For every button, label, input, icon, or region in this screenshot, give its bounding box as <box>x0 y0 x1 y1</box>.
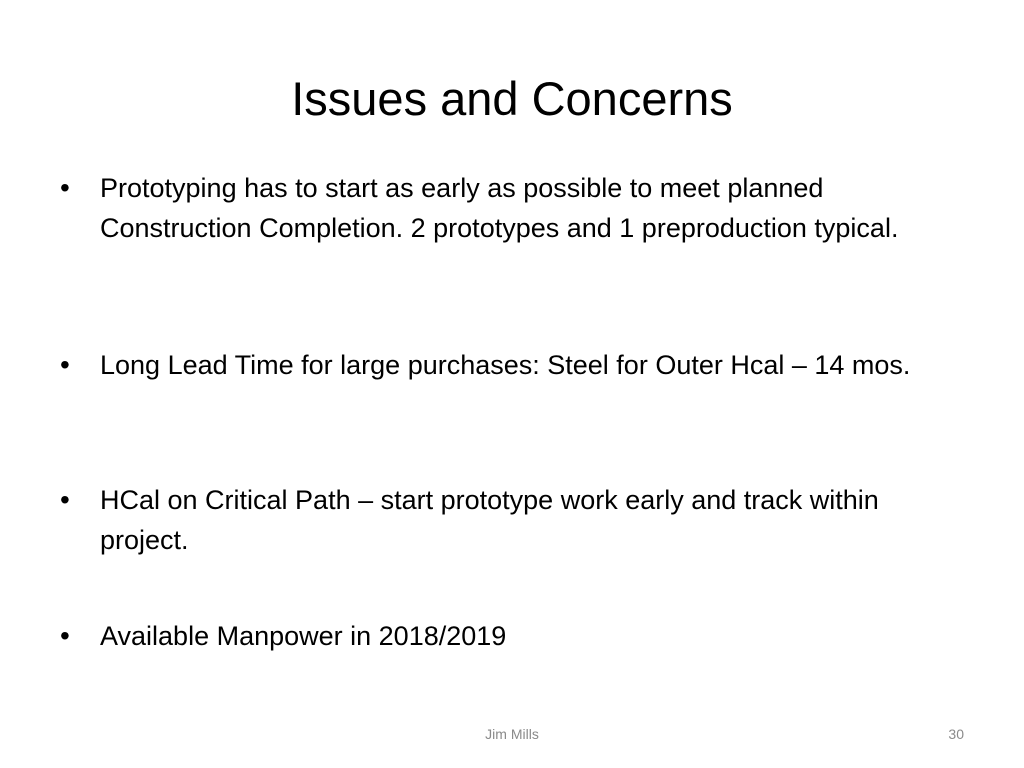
bullet-dot-icon: • <box>60 349 70 380</box>
footer-author: Jim Mills <box>485 726 539 742</box>
bullet-dot-icon: • <box>60 484 70 515</box>
slide-title: Issues and Concerns <box>291 72 733 125</box>
page-number: 30 <box>948 726 964 742</box>
bullet-dot-icon: • <box>60 620 70 651</box>
bullet-text: Prototyping has to start as early as possible to meet planned Construction Completion. 2 prototypes and 1 preproduction typical. <box>100 173 899 243</box>
bullet-text: Available Manpower in 2018/2019 <box>100 621 507 651</box>
bullet-text: Long Lead Time for large purchases: Steel for Outer Hcal – 14 mos. <box>100 350 911 380</box>
bullet-dot-icon: • <box>60 172 70 203</box>
bullet-text: HCal on Critical Path – start prototype work early and track within project. <box>100 485 879 555</box>
